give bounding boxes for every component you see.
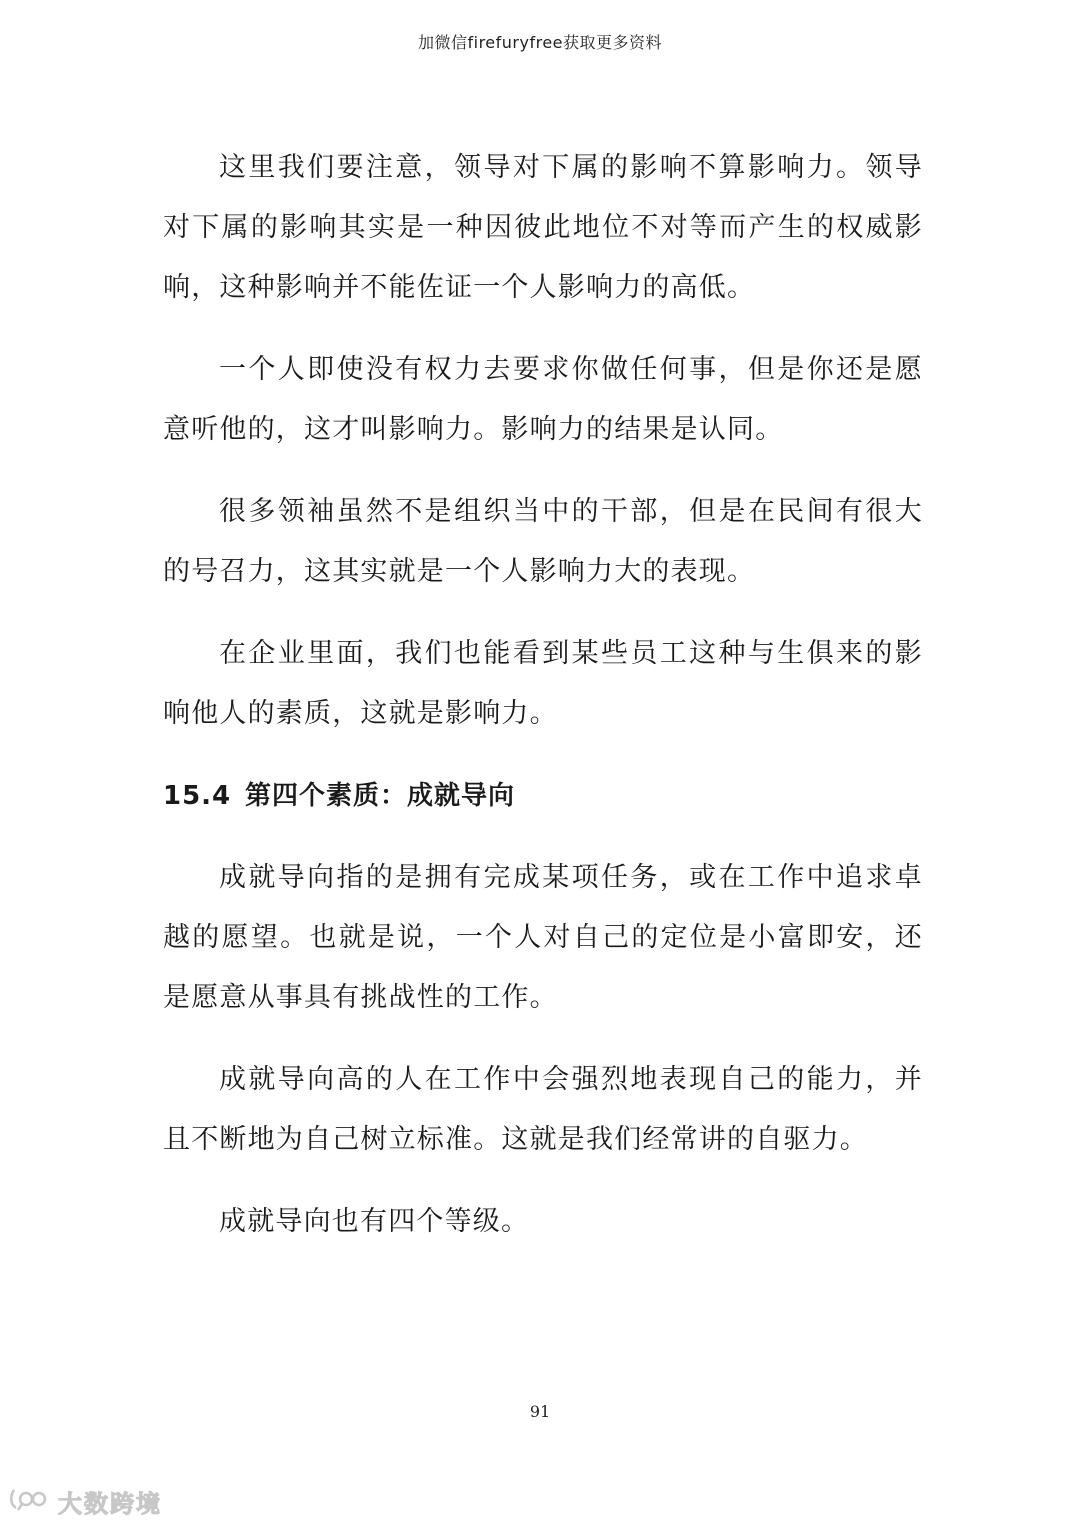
watermark-logo-icon (8, 1484, 52, 1519)
paragraph: 成就导向指的是拥有完成某项任务，或在工作中追求卓越的愿望。也就是说，一个人对自己的定位是小富即安，还是愿意从事具有挑战性的工作。 (163, 862, 923, 1013)
section-heading (163, 766, 923, 826)
paragraph: 这里我们要注意，领导对下属的影响不算影响力。领导对下属的影响其实是一种因彼此地位不对等而产生的权威影响，这种影响并不能佐证一个人影响力的高低。 (163, 152, 923, 303)
paragraph: 成就导向高的人在工作中会强烈地表现自己的能力，并且不断地为自己树立标准。这就是我们经常讲的自驱力。 (163, 1064, 923, 1155)
paragraph: 在企业里面，我们也能看到某些员工这种与生俱来的影响他人的素质，这就是影响力。 (163, 638, 923, 729)
page-number: 91 (529, 1402, 551, 1421)
page-body (163, 138, 923, 1274)
section-title: 第四个素质：成就导向 (245, 781, 516, 811)
watermark-text: 大数跨境 (58, 1489, 162, 1518)
watermark (8, 1484, 162, 1518)
paragraph: 很多领袖虽然不是组织当中的干部，但是在民间有很大的号召力，这其实就是一个人影响力大的表现。 (163, 496, 923, 587)
paragraph: 成就导向也有四个等级。 (219, 1206, 530, 1237)
paragraph: 一个人即使没有权力去要求你做任何事，但是你还是愿意听他的，这才叫影响力。影响力的结果是认同。 (163, 354, 923, 445)
section-number: 15.4 (163, 781, 232, 811)
header-note: 加微信firefuryfree获取更多资料 (417, 33, 663, 52)
